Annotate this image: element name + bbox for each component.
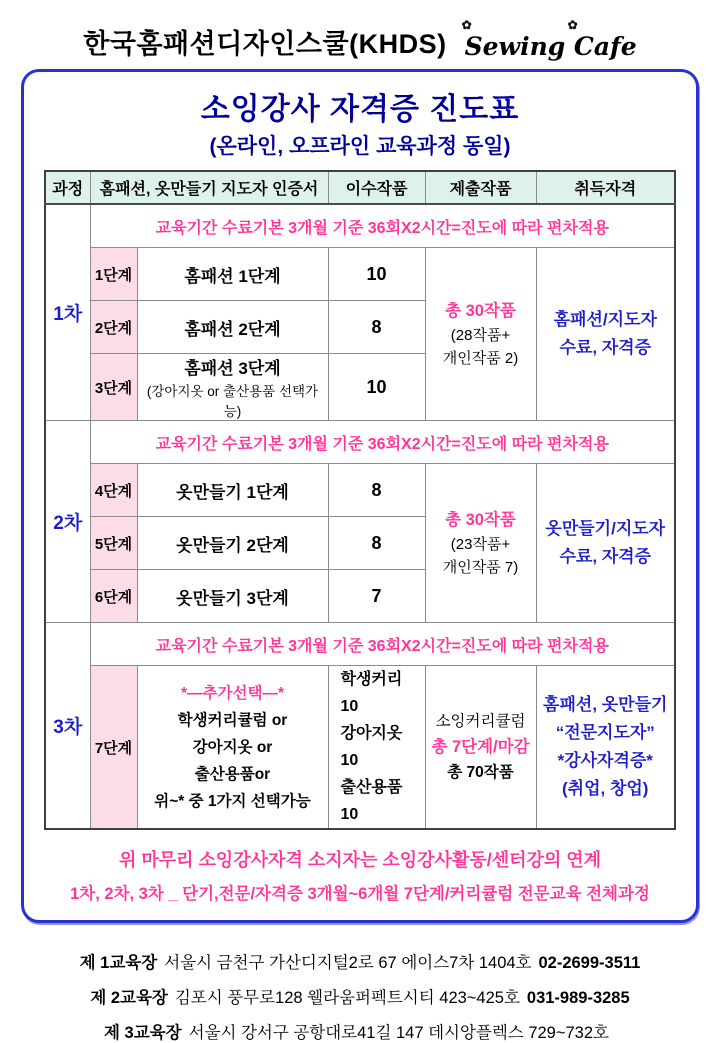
section1-note-row [45, 204, 675, 248]
step-label: 6단계 [90, 570, 137, 623]
blue-frame [21, 69, 699, 923]
location-address: 서울시 금천구 가산디지털2로 67 에이스7차 1404호 [164, 954, 532, 972]
section2-label: 2차 [45, 421, 90, 623]
completed-count: 10 [328, 354, 425, 421]
submit-detail: 개인작품 2) [442, 349, 519, 367]
table-row [45, 248, 675, 301]
submit-total: 총 30작품 [445, 301, 516, 320]
cert-line: 홈패션, 옷만들기 [543, 695, 668, 714]
location-phone: 02-2699-3511 [538, 954, 641, 972]
section2-submit-cell [425, 464, 536, 623]
course-name-sub: (강아지옷 or 출산용품 선택가능) [146, 384, 319, 419]
footer-note-line1: 위 마무리 소잉강사자격 소지자는 소잉강사활동/센터강의 연계 [118, 850, 602, 870]
completed-count: 8 [328, 464, 425, 517]
course-name: 옷만들기 1단계 [137, 464, 328, 517]
table-header-row [45, 171, 675, 204]
section1-note: 교육기간 수료기본 3개월 기준 36회X2시간=진도에 따라 편차적용 [90, 204, 675, 248]
submit-detail: (23작품+ [450, 535, 511, 553]
page-header [0, 0, 720, 61]
cert-line: (취업, 창업) [562, 779, 649, 798]
course-name: 홈패션 3단계 [184, 359, 281, 378]
step-label: 7단계 [90, 666, 137, 830]
col-header-qualification: 취득자격 [536, 171, 675, 204]
section3-note: 교육기간 수료기본 3개월 기준 36회X2시간=진도에 따라 편차적용 [90, 623, 675, 666]
page-title: 소잉강사 자격증 진도표 [200, 93, 520, 126]
section3-cert-cell [536, 666, 675, 830]
progress-table [44, 170, 676, 830]
completed-count: 10 [328, 248, 425, 301]
cert-line: *강사자격증* [557, 751, 653, 770]
step-label: 3단계 [90, 354, 137, 421]
cert-line: 홈패션/지도자 [553, 310, 657, 329]
option-line: 출산용품or [194, 765, 271, 783]
location-label: 제 1교육장 [79, 954, 158, 972]
section3-submit-cell [425, 666, 536, 830]
submit-detail: (28작품+ [450, 326, 511, 344]
option-line: 강아지옷 or [192, 738, 273, 756]
course-name: 옷만들기 3단계 [137, 570, 328, 623]
col-header-course: 과정 [45, 171, 90, 204]
school-name: 한국홈패션디자인스쿨(KHDS) [83, 29, 447, 59]
section1-submit-cell [425, 248, 536, 421]
section1-cert-cell [536, 248, 675, 421]
option-cell [137, 666, 328, 830]
option-line: 학생커리큘럼 or [177, 711, 288, 729]
submit-total: 총 7단계/마감 [431, 737, 530, 756]
step-label: 5단계 [90, 517, 137, 570]
page-subtitle: (온라인, 오프라인 교육과정 동일) [209, 135, 511, 158]
section2-note-row [45, 421, 675, 464]
footer-note-line2: 1차, 2차, 3차 _ 단기,전문/자격증 3개월~6개월 7단계/커리큘럼 전문교육 전체과정 [70, 885, 650, 903]
cert-line: 수료, 자격증 [559, 338, 652, 357]
step-label: 1단계 [90, 248, 137, 301]
location-label: 제 2교육장 [90, 989, 168, 1007]
option-title: *—추가선택—* [181, 684, 284, 702]
location-line [0, 1019, 720, 1043]
section2-cert-cell [536, 464, 675, 623]
location-label: 제 3교육장 [104, 1024, 182, 1042]
submit-total: 총 30작품 [445, 510, 516, 529]
course-name: 옷만들기 2단계 [137, 517, 328, 570]
frame-footer-note [24, 846, 696, 904]
location-address: 서울시 강서구 공항대로41길 147 데시앙플렉스 729~732호 [188, 1024, 609, 1042]
step-label: 4단계 [90, 464, 137, 517]
section1-label: 1차 [45, 204, 90, 421]
flower-icon: ✿ [461, 18, 472, 32]
cert-line: “전문지도자” [555, 723, 655, 742]
col-header-certificate: 홈패션, 옷만들기 지도자 인증서 [90, 171, 328, 204]
section3-note-row [45, 623, 675, 666]
location-line [0, 949, 720, 973]
flower-icon: ✿ [567, 18, 578, 32]
location-address: 김포시 풍무로128 웰라움퍼펙트시티 423~425호 [174, 989, 520, 1007]
completed-count-cell [328, 666, 425, 830]
sewing-cafe-logo [461, 18, 637, 61]
col-header-completed-works: 이수작품 [328, 171, 425, 204]
section3-label: 3차 [45, 623, 90, 830]
table-row [45, 666, 675, 830]
submit-detail: 소잉커리큘럼 [435, 712, 526, 730]
course-name-cell [137, 354, 328, 421]
completed-count: 7 [328, 570, 425, 623]
location-phone: 031-989-3285 [526, 989, 630, 1007]
section2-note: 교육기간 수료기본 3개월 기준 36회X2시간=진도에 따라 편차적용 [90, 421, 675, 464]
location-line [0, 984, 720, 1008]
completed-count: 8 [328, 517, 425, 570]
count-line: 강아지옷 10 [340, 725, 403, 769]
logo-text: Sewing Cafe [464, 32, 637, 61]
count-line: 출산용품 10 [340, 779, 403, 823]
submit-detail: 개인작품 7) [442, 558, 519, 576]
step-label: 2단계 [90, 301, 137, 354]
option-line: 위~* 중 1가지 선택가능 [154, 792, 311, 810]
course-name: 홈패션 2단계 [137, 301, 328, 354]
table-row [45, 464, 675, 517]
cert-line: 수료, 자격증 [559, 547, 652, 566]
course-name: 홈패션 1단계 [137, 248, 328, 301]
col-header-submitted-works: 제출작품 [425, 171, 536, 204]
locations [0, 949, 720, 1043]
completed-count: 8 [328, 301, 425, 354]
count-line: 학생커리 10 [340, 671, 403, 715]
cert-line: 옷만들기/지도자 [545, 519, 666, 538]
submit-detail: 총 70작품 [447, 763, 514, 781]
